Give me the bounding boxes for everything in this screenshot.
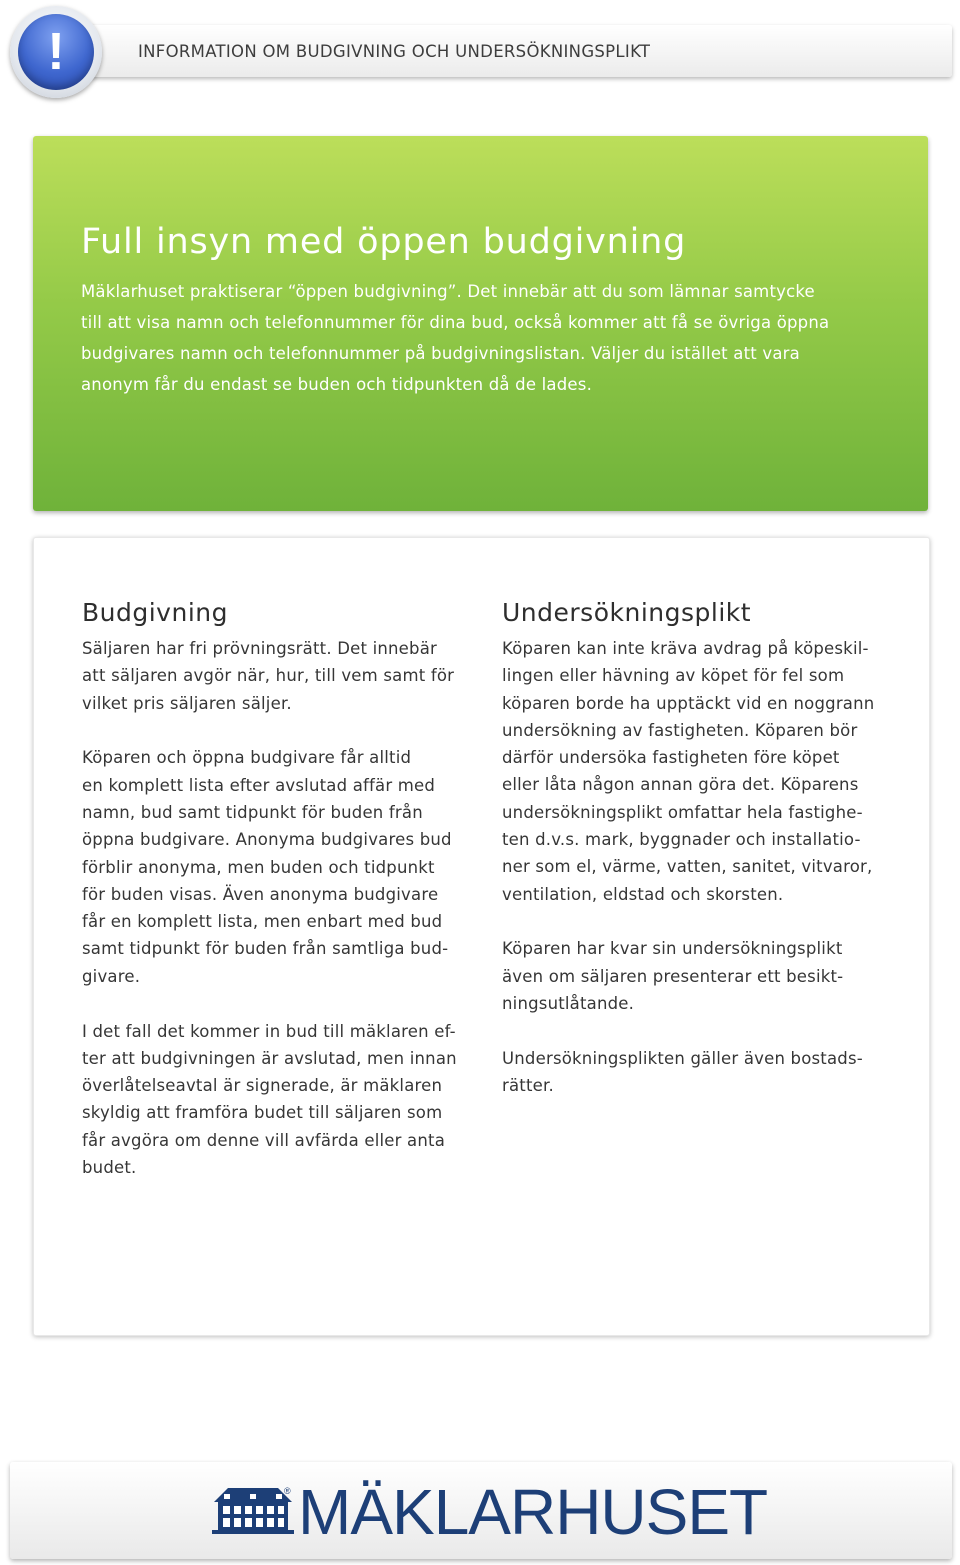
hero-line: till att visa namn och telefonnummer för dina bud, också kommer att få se övriga öppna xyxy=(81,313,830,332)
budgivning-heading: Budgivning xyxy=(82,598,228,627)
budgivning-paragraph xyxy=(82,744,472,990)
hero-line: budgivares namn och telefonnummer på budgivningslistan. Väljer du istället att vara xyxy=(81,344,800,363)
text-line: Säljaren har fri prövningsrätt. Det innebär xyxy=(82,639,437,658)
text-line: samt tidpunkt för buden från samtliga bud- xyxy=(82,939,449,959)
text-line: att säljaren avgör när, hur, till vem samt för xyxy=(82,666,455,686)
text-line: för buden visas. Även anonyma budgivare xyxy=(82,884,439,904)
text-line: Köparen och öppna budgivare får alltid xyxy=(82,748,412,768)
undersokningsplikt-paragraph xyxy=(502,635,892,908)
undersokningsplikt-paragraph xyxy=(502,935,892,1017)
hero-panel xyxy=(33,136,928,511)
text-line: ningsutlåtande. xyxy=(502,994,635,1014)
house-logo-icon xyxy=(210,1484,296,1536)
text-line: I det fall det kommer in bud till mäklaren ef- xyxy=(82,1021,456,1041)
text-line: ter att budgivningen är avslutad, men innan xyxy=(82,1048,457,1068)
text-line: namn, bud samt tidpunkt för buden från xyxy=(82,802,423,822)
text-line: lingen eller hävning av köpet för fel som xyxy=(502,666,845,686)
text-line: rätter. xyxy=(502,1076,554,1096)
undersokningsplikt-column xyxy=(502,598,892,1127)
alert-icon xyxy=(18,14,94,90)
text-line: budet. xyxy=(82,1158,137,1178)
text-line: undersökning av fastigheten. Köparen bör xyxy=(502,720,858,740)
text-line: vilket pris säljaren säljer. xyxy=(82,693,292,713)
budgivning-paragraph xyxy=(82,635,472,717)
text-line: givare. xyxy=(82,966,141,986)
text-line: förblir anonyma, men buden och tidpunkt xyxy=(82,857,435,877)
undersokningsplikt-paragraph xyxy=(502,1045,892,1100)
undersokningsplikt-heading: Undersökningsplikt xyxy=(502,598,752,627)
content-card xyxy=(33,537,930,1336)
text-line: skyldig att framföra budet till säljaren som xyxy=(82,1103,443,1123)
budgivning-paragraph xyxy=(82,1018,472,1182)
text-line: även om säljaren presenterar ett besikt- xyxy=(502,966,844,986)
budgivning-column xyxy=(82,598,472,1209)
text-line: eller låta någon annan göra det. Köparens xyxy=(502,775,859,795)
footer-bar xyxy=(10,1462,952,1559)
text-line: ner som el, värme, vatten, sanitet, vitvaror, xyxy=(502,857,873,877)
text-line: Köparen har kvar sin undersökningsplikt xyxy=(502,939,843,959)
alert-glyph: ! xyxy=(47,23,65,81)
brand-logo-text: MÄKLARHUSET xyxy=(298,1476,768,1548)
header-title: INFORMATION OM BUDGIVNING OCH UNDERSÖKNINGSPLIKT xyxy=(138,42,651,61)
text-line: en komplett lista efter avslutad affär med xyxy=(82,775,436,795)
hero-line: Mäklarhuset praktiserar “öppen budgivning”. Det innebär att du som lämnar samtycke xyxy=(81,282,815,301)
text-line: öppna budgivare. Anonyma budgivares bud xyxy=(82,830,452,850)
hero-text xyxy=(81,276,871,400)
text-line: får en komplett lista, men enbart med bud xyxy=(82,912,443,932)
text-line: undersökningsplikt omfattar hela fastighe- xyxy=(502,802,863,822)
hero-title: Full insyn med öppen budgivning xyxy=(81,222,687,262)
text-line: köparen borde ha upptäckt vid en noggrann xyxy=(502,693,875,713)
text-line: Köparen kan inte kräva avdrag på köpeskil- xyxy=(502,639,869,658)
alert-badge xyxy=(10,6,102,98)
text-line: ventilation, eldstad och skorsten. xyxy=(502,884,784,904)
text-line: överlåtelseavtal är signerade, är mäklaren xyxy=(82,1076,443,1096)
text-line: därför undersöka fastigheten före köpet xyxy=(502,748,840,768)
registered-mark: ® xyxy=(284,1486,291,1496)
text-line: Undersökningsplikten gäller även bostads- xyxy=(502,1048,863,1068)
text-line: ten d.v.s. mark, byggnader och installatio- xyxy=(502,830,861,850)
text-line: får avgöra om denne vill avfärda eller anta xyxy=(82,1130,446,1150)
header-bar xyxy=(70,25,952,77)
hero-line: anonym får du endast se buden och tidpunkten då de lades. xyxy=(81,375,593,394)
